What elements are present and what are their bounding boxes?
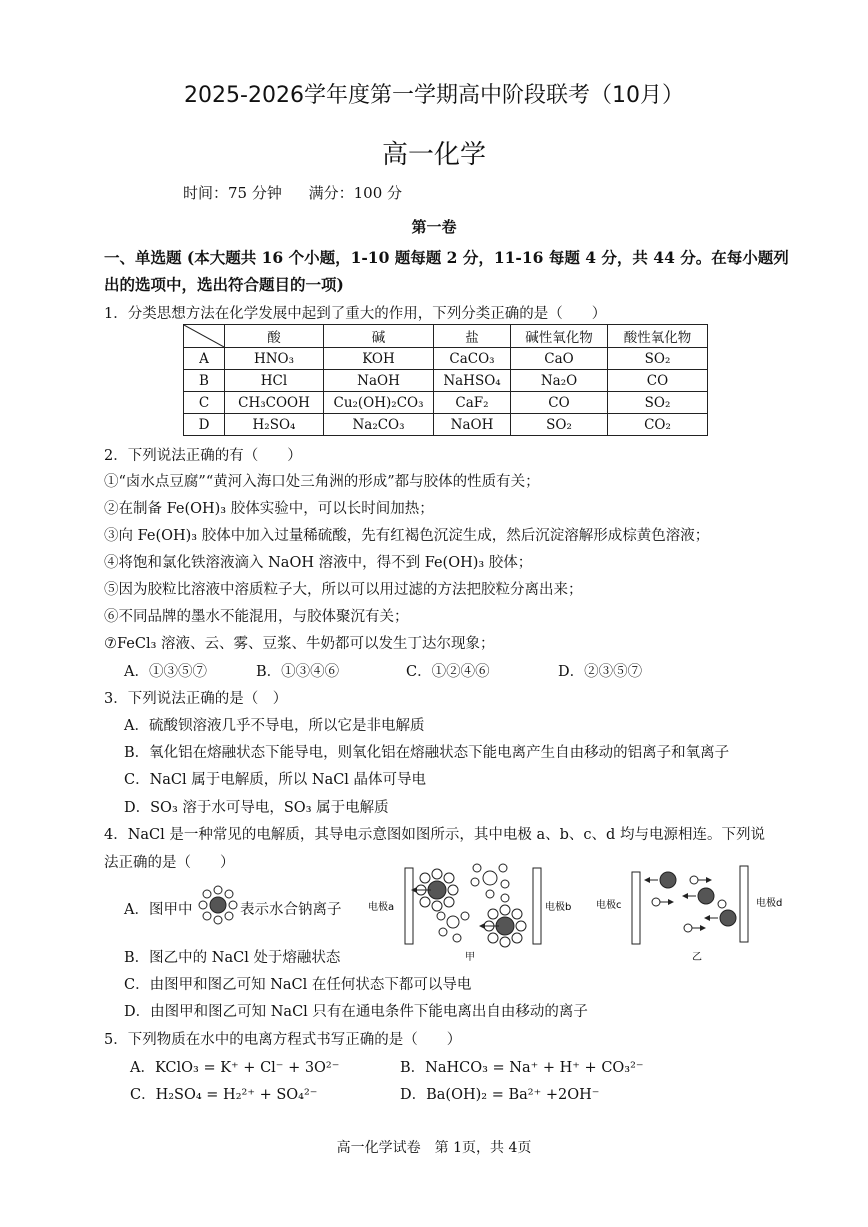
q5-option-c: C．H₂SO₄ = H₂²⁺ + SO₄²⁻ xyxy=(130,1087,318,1103)
table-cell: CaO xyxy=(511,348,608,370)
table-row xyxy=(184,392,708,414)
table-cell: NaHSO₄ xyxy=(434,370,511,392)
table-row xyxy=(184,414,708,436)
classification-table xyxy=(183,324,708,436)
q2-item: ⑦FeCl₃ 溶液、云、雾、豆浆、牛奶都可以发生丁达尔现象； xyxy=(104,636,495,652)
exam-time: 时间：75 分钟 xyxy=(183,184,282,202)
q2-option-b: B．①③④⑥ xyxy=(256,664,340,680)
table-cell: CaF₂ xyxy=(434,392,511,414)
q5-option-b: B．NaHCO₃ = Na⁺ + H⁺ + CO₃²⁻ xyxy=(400,1060,644,1076)
table-cell: NaOH xyxy=(324,370,434,392)
q3-option-a: A．硫酸钡溶液几乎不导电，所以它是非电解质 xyxy=(124,718,425,734)
q2-item: ④将饱和氯化铁溶液滴入 NaOH 溶液中，得不到 Fe(OH)₃ 胶体； xyxy=(104,555,533,571)
table-cell: HNO₃ xyxy=(225,348,324,370)
subject-title: 高一化学 xyxy=(381,140,486,170)
q4-option-d: D．由图甲和图乙可知 NaCl 只有在通电条件下能电离出自由移动的离子 xyxy=(124,1004,588,1020)
table-header-row xyxy=(184,325,708,348)
q3-option-b: B．氧化铝在熔融状态下能导电，则氧化铝在熔融状态下能电离产生自由移动的铝离子和氧离子 xyxy=(124,745,730,761)
q2-option-a: A．①③⑤⑦ xyxy=(124,664,207,680)
q3-stem: 3．下列说法正确的是（ ） xyxy=(104,691,288,707)
exam-title: 2025-2026学年度第一学期高中阶段联考（10月） xyxy=(184,83,684,108)
col-header: 盐 xyxy=(434,325,511,348)
q4-option-a-prefix: A．图甲中 xyxy=(124,902,193,918)
table-cell: SO₂ xyxy=(608,392,708,414)
col-header: 酸 xyxy=(225,325,324,348)
electrode-b-label: 电极b xyxy=(545,902,572,913)
electrode-d-label: 电极d xyxy=(756,898,783,909)
q2-item: ⑥不同品牌的墨水不能混用，与胶体聚沉有关； xyxy=(104,609,409,625)
table-cell: H₂SO₄ xyxy=(225,414,324,436)
table-row xyxy=(184,348,708,370)
q2-item: ①“卤水点豆腐”“黄河入海口处三角洲的形成”都与胶体的性质有关； xyxy=(104,474,540,490)
table-cell: CO xyxy=(608,370,708,392)
q4-option-c: C．由图甲和图乙可知 NaCl 在任何状态下都可以导电 xyxy=(124,977,472,993)
row-label: B xyxy=(184,370,225,392)
exam-score: 满分：100 分 xyxy=(308,184,403,202)
q2-item: ②在制备 Fe(OH)₃ 胶体实验中，可以长时间加热； xyxy=(104,501,434,517)
q2-option-c: C．①②④⑥ xyxy=(406,664,490,680)
row-label: D xyxy=(184,414,225,436)
q4-stem-line1: 4．NaCl 是一种常见的电解质，其导电示意图如图所示，其中电极 a、b、c、d 均与电源相连。下列说 xyxy=(104,827,765,843)
diagonal-cell xyxy=(184,325,225,348)
page-footer: 高一化学试卷 第 1页，共 4页 xyxy=(336,1140,532,1156)
q5-stem: 5．下列物质在水中的电离方程式书写正确的是（ ） xyxy=(104,1032,462,1048)
col-header: 碱 xyxy=(324,325,434,348)
row-label: C xyxy=(184,392,225,414)
table-cell: Na₂CO₃ xyxy=(324,414,434,436)
table-cell: CO xyxy=(511,392,608,414)
table-cell: NaOH xyxy=(434,414,511,436)
col-header: 碱性氧化物 xyxy=(511,325,608,348)
table-cell: CO₂ xyxy=(608,414,708,436)
diagonal-line xyxy=(184,325,224,347)
exam-meta xyxy=(183,182,424,203)
col-header: 酸性氧化物 xyxy=(608,325,708,348)
table-cell: SO₂ xyxy=(511,414,608,436)
table-row xyxy=(184,370,708,392)
figure-jia-label: 甲 xyxy=(465,952,475,963)
row-label: A xyxy=(184,348,225,370)
table-cell: SO₂ xyxy=(608,348,708,370)
section-heading: 一、单选题 (本大题共 16 个小题，1-10 题每题 2 分，11-16 每题 4 分，共 44 分。在每小题列出的选项中，选出符合题目的一项) xyxy=(104,248,789,294)
figure-yi-label: 乙 xyxy=(692,952,702,963)
q4-stem-line2: 法正确的是（ ） xyxy=(104,855,235,871)
q1-stem: 1．分类思想方法在化学发展中起到了重大的作用，下列分类正确的是（ ） xyxy=(104,306,607,322)
hydrated-sodium-ion-icon xyxy=(197,884,239,926)
q5-option-d: D．Ba(OH)₂ = Ba²⁺ +2OH⁻ xyxy=(400,1087,600,1103)
table-cell: Na₂O xyxy=(511,370,608,392)
figure-yi xyxy=(596,860,796,965)
q4-option-a-suffix: 表示水合钠离子 xyxy=(240,902,342,918)
q3-option-d: D．SO₃ 溶于水可导电，SO₃ 属于电解质 xyxy=(124,800,389,816)
volume-label: 第一卷 xyxy=(411,218,457,236)
electrode-a-label: 电极a xyxy=(368,902,395,913)
q2-item: ⑤因为胶粒比溶液中溶质粒子大，所以可以用过滤的方法把胶粒分离出来； xyxy=(104,582,583,598)
table-cell: CaCO₃ xyxy=(434,348,511,370)
figure-jia xyxy=(365,860,595,965)
q2-item: ③向 Fe(OH)₃ 胶体中加入过量稀硫酸，先有红褐色沉淀生成，然后沉淀溶解形成棕黄色溶液； xyxy=(104,528,710,544)
table-cell: KOH xyxy=(324,348,434,370)
q5-option-a: A．KClO₃ = K⁺ + Cl⁻ + 3O²⁻ xyxy=(130,1060,340,1076)
q2-stem: 2．下列说法正确的有（ ） xyxy=(104,448,302,464)
table-cell: HCl xyxy=(225,370,324,392)
q3-option-c: C．NaCl 属于电解质，所以 NaCl 晶体可导电 xyxy=(124,772,427,788)
table-cell: Cu₂(OH)₂CO₃ xyxy=(324,392,434,414)
q2-option-d: D．②③⑤⑦ xyxy=(558,664,643,680)
electrode-c-label: 电极c xyxy=(596,900,622,911)
q4-option-b: B．图乙中的 NaCl 处于熔融状态 xyxy=(124,950,341,966)
table-cell: CH₃COOH xyxy=(225,392,324,414)
